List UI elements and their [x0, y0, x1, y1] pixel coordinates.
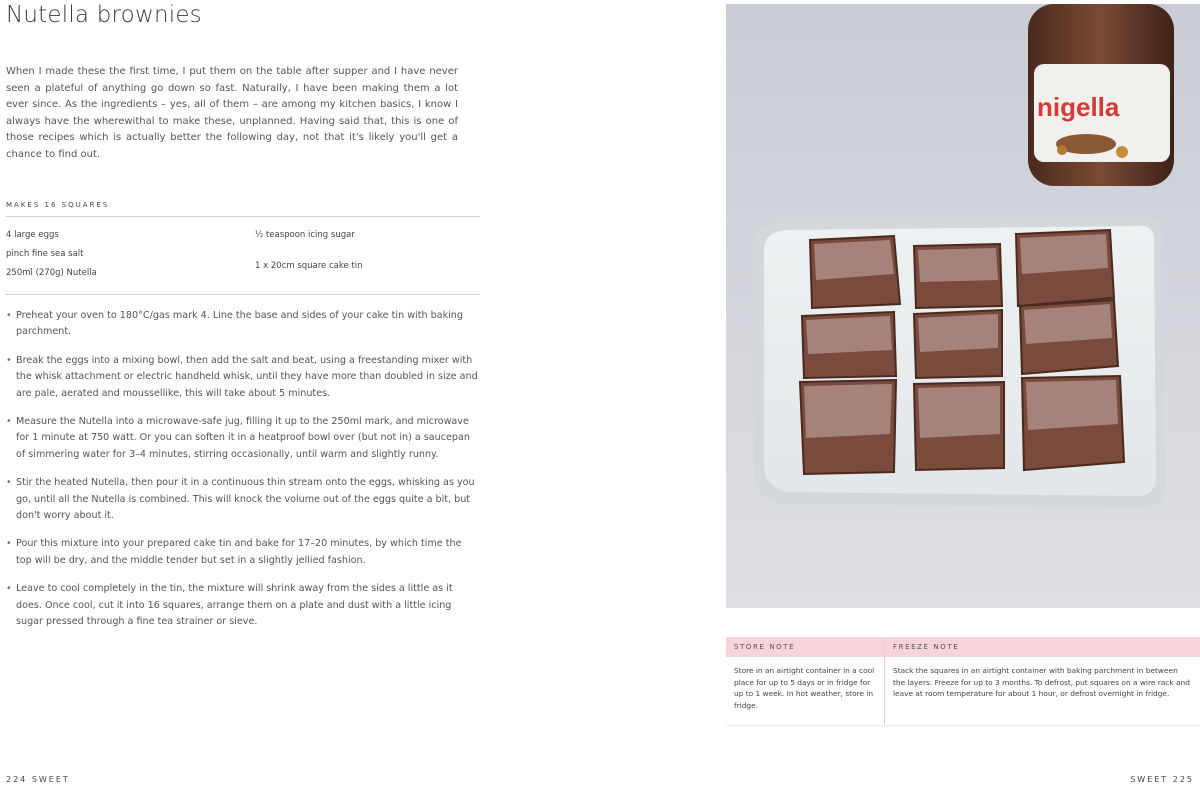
nutella-jar	[1028, 4, 1174, 186]
bullet-icon: •	[6, 538, 12, 550]
step-text: Break the eggs into a mixing bowl, then add the salt and beat, using a freestanding mixer with the whisk attachment or electric handheld whisk, until they have more than doubled in size and are pale, aerated and moussellike, this will take about 5 minutes.	[16, 354, 478, 399]
ingredients-list-right	[255, 226, 363, 276]
method-step	[6, 414, 480, 463]
jar-label: nigella	[1037, 92, 1120, 122]
step-text: Leave to cool completely in the tin, the mixture will shrink away from the sides a little as it does. Once cool, cut it into 16 squares, arrange them on a plate and dust with a little icing sugar pressed through a fine tea strainer or sieve.	[16, 583, 453, 628]
bullet-icon: •	[6, 583, 12, 595]
store-note-heading: STORE NOTE	[726, 637, 884, 657]
recipe-title: Nutella brownies	[6, 2, 202, 28]
notes-table	[726, 637, 1200, 726]
bullet-icon: •	[6, 310, 12, 321]
bullet-icon: •	[6, 354, 12, 366]
recipe-intro: When I made these the first time, I put them on the table after supper and I have never seen a plateful of anything go down so fast. Naturally, I have been making them a lot ever since. As the ingredients – yes, all of them – are among my kitchen basics, I know I always have the wherewithal to make these, unplanned. Having said that, this is one of those recipes which is actually better the following day, not that it's likely you'll get a chance to find out.	[6, 66, 458, 160]
ingredient-item: ½ teaspoon icing sugar	[255, 230, 355, 240]
store-note	[726, 637, 885, 725]
ingredient-item: 250ml (270g) Nutella	[6, 268, 97, 278]
step-text: Pour this mixture into your prepared cake tin and bake for 17–20 minutes, by which time the top will be dry, and the middle tender but set in a slightly jellied fashion.	[16, 538, 462, 566]
store-note-text: Store in an airtight container in a cool place for up to 5 days or in fridge for up to 1 week. In hot weather, store in fridge.	[734, 666, 875, 710]
divider	[6, 294, 480, 295]
page-folio-right: SWEET 225	[1130, 775, 1194, 784]
ingredient-item: 1 x 20cm square cake tin	[255, 261, 363, 271]
freeze-note-text: Stack the squares in an airtight container with baking parchment in between the layers. Freeze for up to 3 months. To defrost, put squares on a wire rack and leave at room temperature for about 1 hour, or defrost overnight in fridge.	[893, 666, 1190, 699]
recipe-photo	[726, 4, 1200, 608]
bullet-icon: •	[6, 416, 12, 428]
brownies-photo-illustration	[726, 4, 1200, 608]
divider	[6, 216, 480, 217]
step-text: Preheat your oven to 180°C/gas mark 4. Line the base and sides of your cake tin with baking parchment.	[16, 310, 463, 338]
method-step	[6, 581, 480, 630]
ingredient-item: pinch fine sea salt	[6, 249, 84, 259]
ingredients-list-left	[6, 226, 97, 283]
freeze-note	[885, 637, 1200, 725]
method-steps	[6, 308, 480, 643]
freeze-note-heading: FREEZE NOTE	[885, 637, 1200, 657]
method-step	[6, 475, 480, 524]
bullet-icon: •	[6, 477, 12, 489]
step-text: Stir the heated Nutella, then pour it in a continuous thin stream onto the eggs, whisking as you go, until all the Nutella is combined. This will knock the volume out of the eggs quite a bit, but don't worry about it.	[16, 477, 475, 522]
page-folio-left: 224 SWEET	[6, 775, 70, 784]
step-text: Measure the Nutella into a microwave-safe jug, filling it up to the 250ml mark, and microwave for 1 minute at 750 watt. Or you can soften it in a heatproof bowl over (but not in) a saucepan of simmering water for 3–4 minutes, stirring occasionally, until warm and slightly runny.	[16, 416, 470, 460]
brownie-squares	[800, 230, 1124, 474]
method-step	[6, 308, 480, 341]
recipe-yield: MAKES 16 SQUARES	[6, 201, 110, 209]
method-step	[6, 353, 480, 402]
method-step	[6, 536, 480, 569]
ingredient-item: 4 large eggs	[6, 230, 59, 240]
